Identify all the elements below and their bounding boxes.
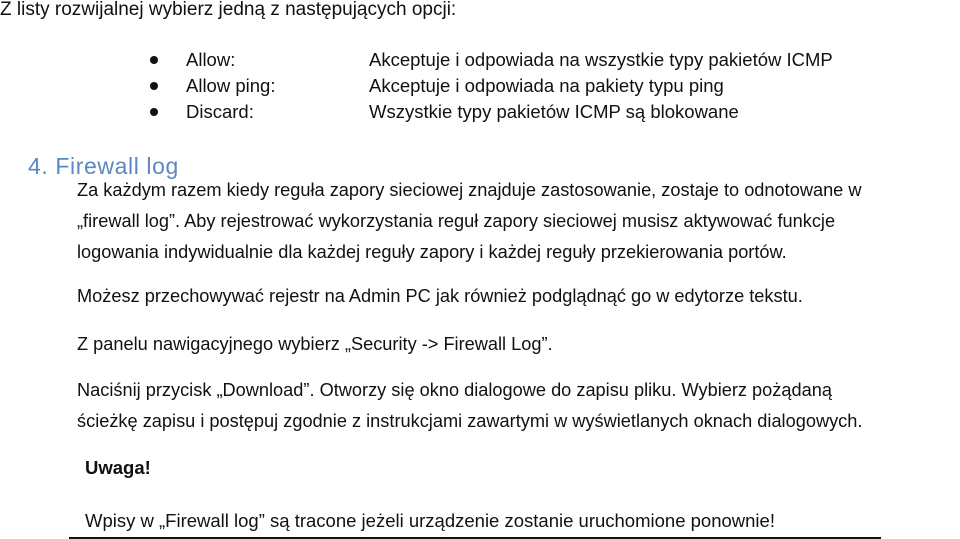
warning-text: Wpisy w „Firewall log” są tracone jeżeli urządzenie zostanie uruchomione ponownie!	[85, 510, 775, 531]
option-description: Wszystkie typy pakietów ICMP są blokowane	[369, 101, 739, 122]
paragraph-line: „firewall log”. Aby rejestrować wykorzystania reguł zapory sieciowej musisz aktywować funkcje	[77, 211, 836, 231]
paragraph-line: Naciśnij przycisk „Download”. Otworzy się okno dialogowe do zapisu pliku. Wybierz pożądaną	[77, 380, 832, 400]
bullet-icon	[150, 108, 158, 116]
intro-text: Z listy rozwijalnej wybierz jedną z następujących opcji:	[0, 0, 457, 20]
paragraph-line: Z panelu nawigacyjnego wybierz „Security -> Firewall Log”.	[77, 334, 553, 354]
paragraph	[77, 281, 803, 312]
paragraph-line: ścieżkę zapisu i postępuj zgodnie z instrukcjami zawartymi w wyświetlanych oknach dialogowych.	[77, 411, 863, 431]
divider	[69, 537, 881, 539]
option-term: Allow:	[186, 49, 236, 70]
bullet-icon	[150, 82, 158, 90]
option-description: Akceptuje i odpowiada na pakiety typu ping	[369, 75, 724, 96]
option-term: Allow ping:	[186, 75, 276, 96]
option-term: Discard:	[186, 101, 254, 122]
section-heading: 4. Firewall log	[28, 153, 179, 179]
paragraph	[77, 175, 862, 268]
paragraph	[77, 329, 553, 360]
bullet-icon	[150, 56, 158, 64]
paragraph-line: Za każdym razem kiedy reguła zapory sieciowej znajduje zastosowanie, zostaje to odnotowane w	[77, 180, 862, 200]
paragraph-line: logowania indywidualnie dla każdej reguły zapory i każdej reguły przekierowania portów.	[77, 242, 787, 262]
paragraph-line: Możesz przechowywać rejestr na Admin PC jak również podglądnąć go w edytorze tekstu.	[77, 286, 803, 306]
option-description: Akceptuje i odpowiada na wszystkie typy pakietów ICMP	[369, 49, 833, 70]
paragraph	[77, 375, 862, 437]
warning-title: Uwaga!	[85, 457, 151, 478]
